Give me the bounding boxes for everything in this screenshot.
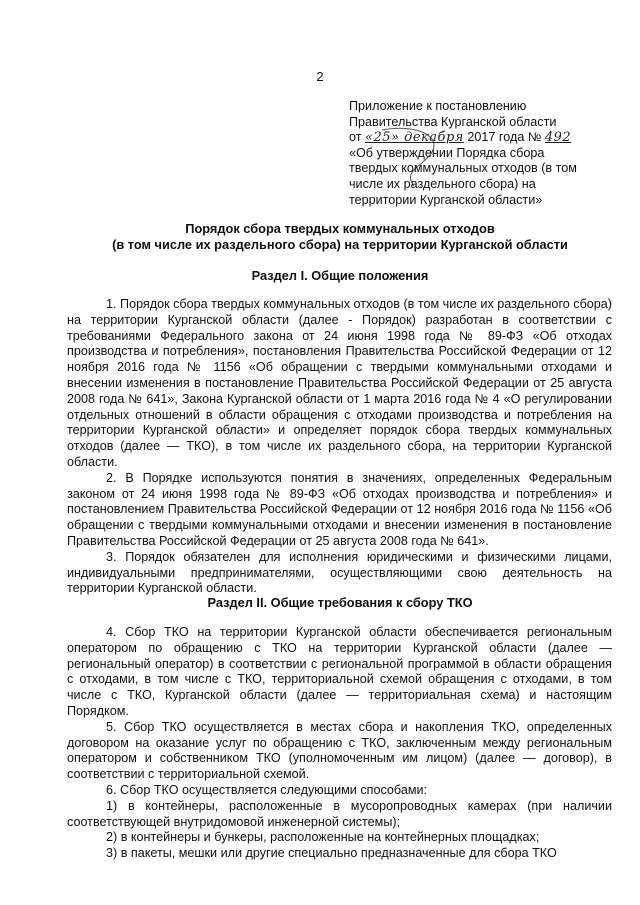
appendix-line-6: числе их раздельного сбора) на [349, 176, 536, 191]
document-title-line-2: (в том числе их раздельного сбора) на территории Курганской области [112, 237, 568, 252]
paragraph-5: 5. Сбор ТКО осуществляется в местах сбора и накопления ТКО, определенных договором на оказание услуг по обращению с ТКО, заключенным между региональным оператором и собственником ТКО (уполномоченным им лицом) (далее — договор), в соответствии с территориальной схемой. [67, 719, 612, 782]
handwritten-number: 492 [544, 130, 572, 146]
page-number: 2 [316, 69, 324, 84]
list-item-3: 3) в пакеты, мешки или другие специально предназначенные для сбора ТКО [106, 846, 557, 861]
document-title [60, 221, 620, 253]
appendix-line-1: Приложение к постановлению [349, 99, 527, 113]
handwritten-date: «25» декабря [365, 130, 464, 146]
section-2-heading: Раздел II. Общие требования к сбору ТКО [207, 595, 473, 610]
appendix-line-4: «Об утверждении Порядка сбора [349, 145, 545, 160]
section-1-heading: Раздел I. Общие положения [251, 268, 429, 283]
list-item-1: 1) в контейнеры, расположенные в мусоропроводных камерах (при наличии соответствующей внутридомовой инженерной системы); [67, 798, 612, 829]
appendix-line-7: территории Курганской области» [349, 192, 543, 207]
paragraph-2: 2. В Порядке используются понятия в значениях, определенных Федеральным законом от 24 июня 1998 года № 89-ФЗ «Об отходах производства и потребления» и постановлением Правительства Российской Федерации от 12 ноября 2016 года № 1156 «Об обращении с твердыми коммунальными отходами и внесении изменения в постановление Правительства Российской Федерации от 25 августа 2008 года № 641». [67, 470, 612, 548]
section-1-body [67, 297, 612, 597]
appendix-block [349, 99, 609, 208]
paragraph-3: 3. Порядок обязателен для исполнения юридическими и физическими лицами, индивидуальными предпринимателями, осуществляющими свою деятельность на территории Курганской области. [67, 549, 612, 596]
list-item-2: 2) в контейнеры и бункеры, расположенные на контейнерных площадках; [106, 830, 540, 845]
appendix-date-line [349, 130, 609, 146]
date-prefix: от [349, 130, 362, 145]
paragraph-1: 1. Порядок сбора твердых коммунальных отходов (в том числе их раздельного сбора) на территории Курганской области (далее - Порядок) разработан в соответствии с требованиями Федерального закона от 24 июня 1998 года № 89-ФЗ «Об отходах производства и потребления», постановления Правительства Российской Федерации от 12 ноября 2016 года № 1156 «Об обращении с твердыми коммунальными отходами и внесении изменения в постановление Правительства Российской Федерации от 25 августа 2008 года № 641», Закона Курганской области от 1 марта 2016 года № 4 «О регулировании отдельных отношений в области обращения с отходами производства и потребления на территории Курганской области» и определяет порядок сбора твердых коммунальных отходов (далее — ТКО), в том числе их раздельного сбора, на территории Курганской области. [67, 297, 612, 469]
appendix-line-5: твердых коммунальных отходов (в том [349, 161, 577, 176]
section-2-body [67, 625, 612, 862]
appendix-line-2: Правительства Курганской области [349, 114, 557, 129]
date-year: 2017 года № [467, 130, 542, 145]
paragraph-6: 6. Сбор ТКО осуществляется следующими способами: [106, 782, 428, 797]
document-title-line-1: Порядок сбора твердых коммунальных отходов [185, 221, 495, 236]
paragraph-4: 4. Сбор ТКО на территории Курганской области обеспечивается региональным оператором по обращению с ТКО на территории Курганской области (далее — региональный оператор) в соответствии с региональной программой в области обращения с отходами, в том числе с ТКО, территориальной схемой обращения с отходами, в том числе с ТКО, Курганской области (далее — территориальная схема) и настоящим Порядком. [67, 625, 612, 718]
